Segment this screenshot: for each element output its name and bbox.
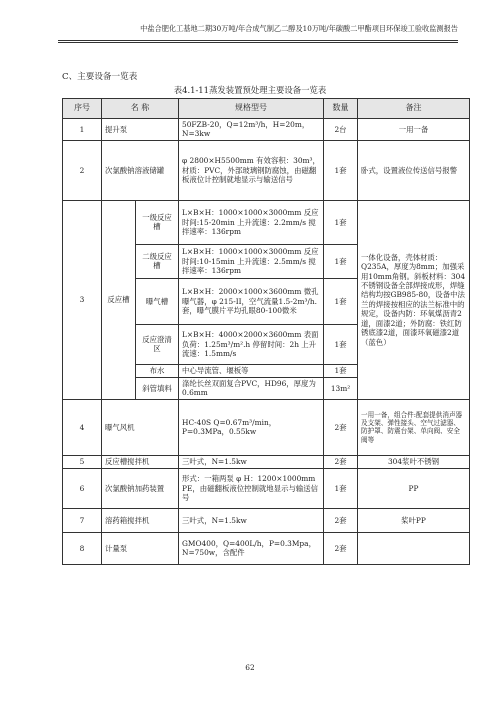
remark-cell: [358, 532, 470, 564]
spec-cell: L×B×H：4000×2000×3600mm 表面负荷：1.25m³/m².h 停留时间：2h 上升流速：1.5mm/s: [179, 324, 324, 364]
name-cell: 溶药箱搅拌机: [102, 508, 179, 532]
table-row: [63, 455, 470, 468]
sub-name-cell: 一级反应槽: [136, 200, 179, 244]
seq-cell: 5: [63, 455, 102, 468]
section-title: C、主要设备一览表: [62, 72, 138, 82]
spec-cell: HC-40S Q=0.67m³/min，P=0.3MPa，0.55kw: [179, 399, 324, 455]
qty-cell: 1套: [324, 468, 358, 508]
spec-cell: L×B×H：1000×1000×3000mm 反应时间:15-20min 上升流速：2.2mm/s 搅拌速率：136rpm: [179, 200, 324, 244]
qty-cell: 1套: [324, 200, 358, 244]
col-remark-header: 备注: [358, 99, 470, 119]
seq-cell: 2: [63, 140, 102, 200]
spec-cell: 三叶式，N=1.5kw: [179, 508, 324, 532]
page-header: 中盐合肥化工基地二期30万吨/年合成气制乙二醇及10万吨/年碳酸二甲酯项目环保竣工验收监测报告: [140, 24, 458, 33]
seq-cell: 6: [63, 468, 102, 508]
qty-cell: 2套: [324, 508, 358, 532]
col-seq-header: 序号: [63, 99, 102, 119]
spec-cell: GMO400，Q=400L/h，P=0.3Mpa，N=750w，含配件: [179, 532, 324, 564]
spec-cell: L×B×H：1000×1000×3000mm 反应时间:10-15min 上升流速：2.5mm/s 搅拌速率：136rpm: [179, 244, 324, 278]
spec-cell: 中心导流管、堰板等: [179, 364, 324, 377]
sub-name-cell: 二级反应槽: [136, 244, 179, 278]
name-cell: 反应槽: [102, 200, 136, 399]
table-header-row: [63, 99, 470, 119]
spec-cell: φ 2800×H5500mm 有效容积：30m³，材质：PVC，外部玻璃钢防腐蚀，由磁翻板液位计控制就地显示与输送信号: [179, 140, 324, 200]
seq-cell: 3: [63, 200, 102, 399]
name-cell: 计量泵: [102, 532, 179, 564]
remark-cell: 一用一备: [358, 119, 470, 141]
table-caption: 表4.1-11蒸发装置预处理主要设备一览表: [173, 85, 327, 95]
remark-cell: 桨叶PP: [358, 508, 470, 532]
spec-cell: 涤纶长丝双面复合PVC，HD96，厚度为0.6mm: [179, 377, 324, 399]
page-number: 62: [245, 663, 255, 672]
col-name-header: 名 称: [102, 99, 179, 119]
spec-cell: 50FZB-20，Q=12m³/h，H=20m，N=3kw: [179, 119, 324, 141]
table-row: [63, 140, 470, 200]
seq-cell: 1: [63, 119, 102, 141]
name-cell: 提升泵: [102, 119, 179, 141]
name-cell: 反应槽搅拌机: [102, 455, 179, 468]
qty-cell: 1套: [324, 324, 358, 364]
spec-cell: L×B×H：2000×1000×3600mm 微孔曝气器，φ 215-II，空气流量1.5-2m³/h.套，曝气膜片平均孔眼80-100微米: [179, 278, 324, 324]
qty-cell: 1套: [324, 244, 358, 278]
seq-cell: 4: [63, 399, 102, 455]
sub-name-cell: 布水: [136, 364, 179, 377]
name-cell: 次氯酸钠加药装置: [102, 468, 179, 508]
table-row: [63, 532, 470, 564]
table-row: [63, 508, 470, 532]
remark-cell: PP: [358, 468, 470, 508]
remark-cell: 一用一备，组合件:配套提供消声器及支架、弹性接头、空气过滤器、防护罩、防震台架、单向阀、安全阀等: [358, 399, 470, 455]
name-cell: 次氯酸钠溶液储罐: [102, 140, 179, 200]
qty-cell: 13m²: [324, 377, 358, 399]
table-row: [63, 119, 470, 141]
qty-cell: 2套: [324, 532, 358, 564]
seq-cell: 8: [63, 532, 102, 564]
header-rule: [58, 40, 458, 43]
spec-cell: 三叶式，N=1.5kw: [179, 455, 324, 468]
qty-cell: 1套: [324, 278, 358, 324]
col-qty-header: 数量: [324, 99, 358, 119]
seq-cell: 7: [63, 508, 102, 532]
table-row: [63, 399, 470, 455]
table-row: [63, 468, 470, 508]
name-cell: 曝气风机: [102, 399, 179, 455]
qty-cell: 1套: [324, 364, 358, 377]
sub-name-cell: 反应澄清区: [136, 324, 179, 364]
qty-cell: 2台: [324, 119, 358, 141]
table-row: [63, 200, 470, 244]
remark-cell: 一体化设备，壳体材质：Q235A，厚度为8mm；加强采用10mm角钢。斜板材料：304不锈钢设备全部焊接成形，焊缝结构均按GB985-80，设备中法兰的焊接按相应的法兰标准中的规定，设备内防：环氧煤沥青2道，面漆2道；外防腐：铁红防锈底漆2道，面漆环氧磁漆2道（蓝色）: [358, 200, 470, 399]
remark-cell: 卧式，设置液位传送信号报警: [358, 140, 470, 200]
sub-name-cell: 斜管填料: [136, 377, 179, 399]
qty-cell: 2套: [324, 399, 358, 455]
spec-cell: 形式：一箱两泵 φ H：1200×1000mm PE，由磁翻板液位控制就地显示与输送信号: [179, 468, 324, 508]
qty-cell: 1套: [324, 140, 358, 200]
remark-cell: 304浆叶不锈钢: [358, 455, 470, 468]
qty-cell: 2套: [324, 455, 358, 468]
sub-name-cell: 曝气槽: [136, 278, 179, 324]
col-spec-header: 规格型号: [179, 99, 324, 119]
equipment-table: [62, 98, 470, 565]
